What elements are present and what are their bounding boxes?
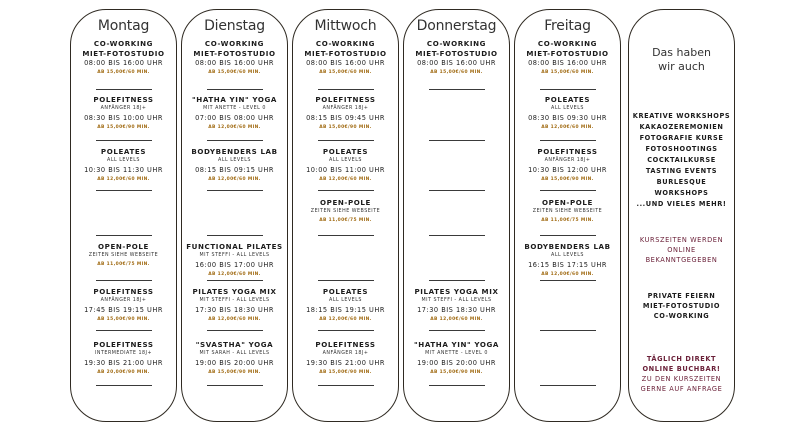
class-title: CO-WORKING xyxy=(204,39,265,48)
slot-divider xyxy=(540,330,596,331)
class-price: AB 12,00€/60 MIN. xyxy=(97,176,150,182)
slot-divider xyxy=(96,140,152,141)
class-title: FUNCTIONAL PILATES xyxy=(186,242,283,251)
class-slot xyxy=(293,39,398,77)
class-price: AB 15,00€/90 MIN. xyxy=(97,316,150,322)
class-price: AB 15,00€/90 MIN. xyxy=(97,124,150,130)
class-title: OPEN-POLE xyxy=(320,198,371,207)
slot-divider xyxy=(96,280,152,281)
class-time: 19:00 BIS 20:00 UHR xyxy=(417,358,496,367)
class-title: BODYBENDERS LAB xyxy=(524,242,611,251)
class-title: "HATHA YIN" YOGA xyxy=(413,340,499,349)
day-column-0 xyxy=(70,9,177,422)
slot-divider xyxy=(318,235,374,236)
slot-divider xyxy=(318,140,374,141)
class-price: AB 12,00€/60 MIN. xyxy=(208,271,261,277)
class-price: AB 11,00€/75 MIN. xyxy=(319,217,372,223)
class-level: ALL LEVELS xyxy=(551,105,584,111)
class-time: 16:15 BIS 17:15 UHR xyxy=(528,260,607,269)
class-slot xyxy=(182,242,287,279)
class-slot xyxy=(404,287,509,324)
slot-divider xyxy=(540,190,596,191)
slot-divider xyxy=(207,280,263,281)
slot-divider xyxy=(207,385,263,386)
class-level: ANFÄNGER 18J+ xyxy=(100,297,147,303)
class-time: 18:15 BIS 19:15 UHR xyxy=(306,305,385,314)
class-time: 08:15 BIS 09:15 UHR xyxy=(195,165,274,174)
class-level: ALL LEVELS xyxy=(329,157,362,163)
class-price: AB 15,00€/60 MIN. xyxy=(208,70,261,75)
class-time: 10:30 BIS 12:00 UHR xyxy=(528,165,607,174)
class-level: MIT STEFFI - ALL LEVELS xyxy=(421,297,492,303)
class-level: MIT ANETTE - LEVEL 0 xyxy=(203,105,266,111)
offer-item: BURLESQUE WORKSHOPS xyxy=(654,178,709,197)
class-level: ANFÄNGER 18J+ xyxy=(322,350,369,356)
class-level: ZEITEN SIEHE WEBSEITE xyxy=(532,208,603,214)
slot-divider xyxy=(540,235,596,236)
class-time: 08:30 BIS 10:00 UHR xyxy=(84,113,163,122)
class-slot xyxy=(182,287,287,324)
slot-divider xyxy=(540,89,596,90)
slot-divider xyxy=(207,89,263,90)
class-slot xyxy=(404,340,509,377)
class-title: CO-WORKING xyxy=(537,39,598,48)
class-price: AB 15,00€/90 MIN. xyxy=(319,369,372,375)
slot-divider xyxy=(96,89,152,90)
slot-divider xyxy=(207,330,263,331)
class-time: 17:30 BIS 18:30 UHR xyxy=(417,305,496,314)
slot-divider xyxy=(96,330,152,331)
class-slot xyxy=(293,198,398,225)
class-time: 10:30 BIS 11:30 UHR xyxy=(84,165,163,174)
class-price: AB 15,00€/90 MIN. xyxy=(541,176,594,182)
class-level: ALL LEVELS xyxy=(218,157,251,163)
slot-divider xyxy=(429,235,485,236)
offer-list xyxy=(629,111,734,210)
class-price: AB 11,00€/75 MIN. xyxy=(97,261,150,267)
slot-divider xyxy=(429,140,485,141)
class-price: AB 12,00€/60 MIN. xyxy=(208,176,261,182)
class-title: POLEATES xyxy=(322,287,369,296)
class-slot xyxy=(293,95,398,132)
class-price: AB 12,00€/60 MIN. xyxy=(208,124,261,130)
class-time: 08:00 BIS 16:00 UHR xyxy=(417,59,496,67)
class-slot xyxy=(515,95,620,132)
class-price: AB 12,00€/60 MIN. xyxy=(319,316,372,322)
class-slot xyxy=(71,340,176,377)
class-time: 07:00 BIS 08:00 UHR xyxy=(195,113,274,122)
class-title: PILATES YOGA MIX xyxy=(414,287,499,296)
class-price: AB 15,00€/60 MIN. xyxy=(97,70,150,75)
offer-item: KREATIVE WORKSHOPS xyxy=(632,112,731,120)
class-title: OPEN-POLE xyxy=(542,198,593,207)
slot-divider xyxy=(96,190,152,191)
class-price: AB 15,00€/90 MIN. xyxy=(208,369,261,375)
day-name: Montag xyxy=(97,18,150,34)
class-slot xyxy=(404,39,509,77)
class-time: 08:15 BIS 09:45 UHR xyxy=(306,113,385,122)
class-time: 08:00 BIS 16:00 UHR xyxy=(528,59,607,67)
class-title: CO-WORKING xyxy=(426,39,487,48)
private-services: PRIVATE FEIERN MIET-FOTOSTUDIO CO-WORKING xyxy=(642,292,721,320)
class-slot xyxy=(515,198,620,225)
slot-divider xyxy=(207,235,263,236)
class-level: ALL LEVELS xyxy=(329,297,362,303)
class-slot xyxy=(71,242,176,269)
class-price: AB 15,00€/60 MIN. xyxy=(319,70,372,75)
class-level: ANFÄNGER 18J+ xyxy=(322,105,369,111)
class-title: "SVASTHA" YOGA xyxy=(195,340,274,349)
class-slot xyxy=(293,287,398,324)
slot-divider xyxy=(207,140,263,141)
class-title-2: MIET-FOTOSTUDIO xyxy=(304,48,387,58)
extra-column xyxy=(628,9,735,422)
class-title: POLEATES xyxy=(322,147,369,156)
slot-divider xyxy=(96,235,152,236)
class-slot xyxy=(71,39,176,77)
class-price: AB 15,00€/60 MIN. xyxy=(541,70,594,75)
class-slot xyxy=(71,147,176,184)
slot-divider xyxy=(540,280,596,281)
class-title: POLEFITNESS xyxy=(93,95,154,104)
course-times-note: KURSZEITEN WERDEN ONLINE BEKANNTGEGEBEN xyxy=(639,236,724,264)
class-time: 19:00 BIS 20:00 UHR xyxy=(195,358,274,367)
slot-divider xyxy=(318,280,374,281)
extra-heading: Das haben wir auch xyxy=(652,46,711,73)
slot-divider xyxy=(318,190,374,191)
offer-item: KAKAOZEREMONIEN xyxy=(639,123,724,131)
day-name: Freitag xyxy=(544,18,591,34)
class-level: ANFÄNGER 18J+ xyxy=(100,105,147,111)
class-time: 08:30 BIS 09:30 UHR xyxy=(528,113,607,122)
class-level: ZEITEN SIEHE WEBSEITE xyxy=(310,208,381,214)
day-column-4 xyxy=(514,9,621,422)
class-title: POLEATES xyxy=(544,95,591,104)
class-slot xyxy=(515,39,620,77)
class-time: 19:30 BIS 21:00 UHR xyxy=(306,358,385,367)
class-title: POLEFITNESS xyxy=(93,340,154,349)
class-time: 19:30 BIS 21:00 UHR xyxy=(84,358,163,367)
day-column-2 xyxy=(292,9,399,422)
class-title: POLEFITNESS xyxy=(315,95,376,104)
class-price: AB 12,00€/60 MIN. xyxy=(541,271,594,277)
class-slot xyxy=(71,95,176,132)
offer-item: COCKTAILKURSE xyxy=(647,156,716,164)
day-name: Dienstag xyxy=(204,18,265,34)
class-title: POLEFITNESS xyxy=(315,340,376,349)
class-title-2: MIET-FOTOSTUDIO xyxy=(193,48,276,58)
booking-info: TÄGLICH DIREKT ONLINE BUCHBAR! ZU DEN KURSZEITEN GERNE AUF ANFRAGE xyxy=(640,355,723,393)
slot-divider xyxy=(540,385,596,386)
day-column-3 xyxy=(403,9,510,422)
slot-divider xyxy=(96,385,152,386)
class-slot xyxy=(515,242,620,279)
class-slot xyxy=(182,340,287,377)
class-title: POLEATES xyxy=(100,147,147,156)
day-column-1 xyxy=(181,9,288,422)
class-time: 17:45 BIS 19:15 UHR xyxy=(84,305,163,314)
slot-divider xyxy=(429,280,485,281)
class-title: CO-WORKING xyxy=(315,39,376,48)
offer-item: ...UND VIELES MEHR! xyxy=(636,200,727,208)
class-title: POLEFITNESS xyxy=(537,147,598,156)
class-price: AB 12,00€/60 MIN. xyxy=(430,316,483,322)
offer-item: FOTOSHOOTINGS xyxy=(645,145,718,153)
class-title: CO-WORKING xyxy=(93,39,154,48)
class-title-2: MIET-FOTOSTUDIO xyxy=(82,48,165,58)
class-slot xyxy=(71,287,176,324)
class-slot xyxy=(515,147,620,184)
class-price: AB 20,00€/90 MIN. xyxy=(97,369,150,375)
slot-divider xyxy=(318,89,374,90)
slot-divider xyxy=(318,385,374,386)
class-slot xyxy=(293,340,398,377)
class-level: ANFÄNGER 18J+ xyxy=(544,157,591,163)
slot-divider xyxy=(429,385,485,386)
class-time: 08:00 BIS 16:00 UHR xyxy=(195,59,274,67)
class-level: MIT STEFFI - ALL LEVELS xyxy=(199,252,270,258)
class-level: MIT ANETTE - LEVEL 0 xyxy=(425,350,488,356)
class-slot xyxy=(182,95,287,132)
class-title: PILATES YOGA MIX xyxy=(192,287,277,296)
class-title: POLEFITNESS xyxy=(93,287,154,296)
class-slot xyxy=(182,147,287,184)
class-price: AB 15,00€/90 MIN. xyxy=(319,124,372,130)
class-price: AB 12,00€/60 MIN. xyxy=(319,176,372,182)
offer-item: FOTOGRAFIE KURSE xyxy=(639,134,724,142)
slot-divider xyxy=(207,190,263,191)
offer-item: TASTING EVENTS xyxy=(645,167,718,175)
class-level: MIT STEFFI - ALL LEVELS xyxy=(199,297,270,303)
class-title-2: MIET-FOTOSTUDIO xyxy=(415,48,498,58)
class-level: INTERMEDIATE 18J+ xyxy=(94,350,152,356)
class-level: ALL LEVELS xyxy=(551,252,584,258)
slot-divider xyxy=(540,140,596,141)
class-level: ZEITEN SIEHE WEBSEITE xyxy=(88,252,159,258)
slot-divider xyxy=(429,89,485,90)
class-price: AB 11,00€/75 MIN. xyxy=(541,217,594,223)
slot-divider xyxy=(429,190,485,191)
class-title: OPEN-POLE xyxy=(98,242,149,251)
class-slot xyxy=(182,39,287,77)
class-time: 16:00 BIS 17:00 UHR xyxy=(195,260,274,269)
class-time: 10:00 BIS 11:00 UHR xyxy=(306,165,385,174)
day-name: Donnerstag xyxy=(416,18,497,34)
class-price: AB 15,00€/60 MIN. xyxy=(430,70,483,75)
class-time: 17:30 BIS 18:30 UHR xyxy=(195,305,274,314)
class-price: AB 12,00€/60 MIN. xyxy=(208,316,261,322)
class-price: AB 12,00€/60 MIN. xyxy=(541,124,594,130)
class-title: BODYBENDERS LAB xyxy=(191,147,278,156)
class-slot xyxy=(293,147,398,184)
day-name: Mittwoch xyxy=(314,18,377,34)
class-price: AB 15,00€/90 MIN. xyxy=(430,369,483,375)
class-level: ALL LEVELS xyxy=(107,157,140,163)
slot-divider xyxy=(429,330,485,331)
class-time: 08:00 BIS 16:00 UHR xyxy=(306,59,385,67)
class-title-2: MIET-FOTOSTUDIO xyxy=(526,48,609,58)
class-level: MIT SARAH - ALL LEVELS xyxy=(199,350,270,356)
class-time: 08:00 BIS 16:00 UHR xyxy=(84,59,163,67)
slot-divider xyxy=(318,330,374,331)
class-title: "HATHA YIN" YOGA xyxy=(191,95,277,104)
